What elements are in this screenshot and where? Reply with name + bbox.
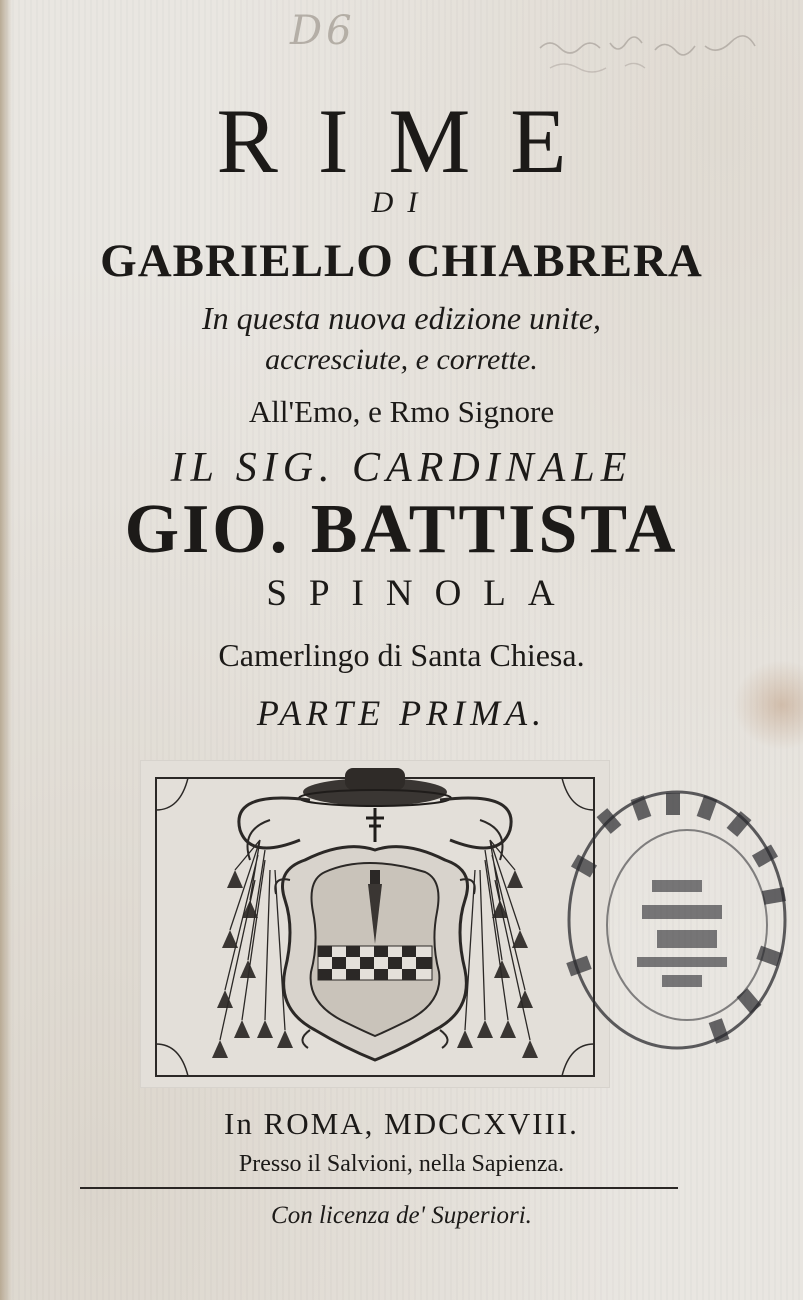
book-title: RIME — [216, 90, 607, 192]
subtitle-line-1: In questa nuova edizione unite, — [201, 300, 602, 336]
license-line: Con licenza de' Superiori. — [271, 1202, 532, 1229]
manuscript-note: D6 — [290, 8, 356, 54]
dedicatee-surname: SPINOLA — [266, 573, 577, 614]
manuscript-scribble — [535, 28, 775, 78]
imprint-place-date: In ROMA, MDCCXVIII. — [224, 1106, 579, 1141]
imprint-printer: Presso il Salvioni, nella Sapienza. — [238, 1151, 565, 1177]
subtitle-line-2: accresciute, e corrette. — [265, 343, 538, 376]
dedicatee-title: IL SIG. CARDINALE — [170, 445, 633, 491]
coat-of-arms-engraving — [140, 760, 610, 1088]
di-line: DI — [371, 186, 432, 219]
dedicatee-office: Camerlingo di Santa Chiesa. — [218, 637, 585, 673]
divider-rule — [80, 1187, 678, 1189]
library-stamp-icon — [562, 785, 792, 1059]
dedicatee-name: GIO. BATTISTA — [124, 491, 679, 568]
part-label: PARTE PRIMA. — [256, 693, 547, 733]
coat-of-arms-icon — [140, 760, 610, 1088]
dedication-line: All'Emo, e Rmo Signore — [248, 394, 555, 429]
author-name: GABRIELLO CHIABRERA — [100, 235, 703, 287]
